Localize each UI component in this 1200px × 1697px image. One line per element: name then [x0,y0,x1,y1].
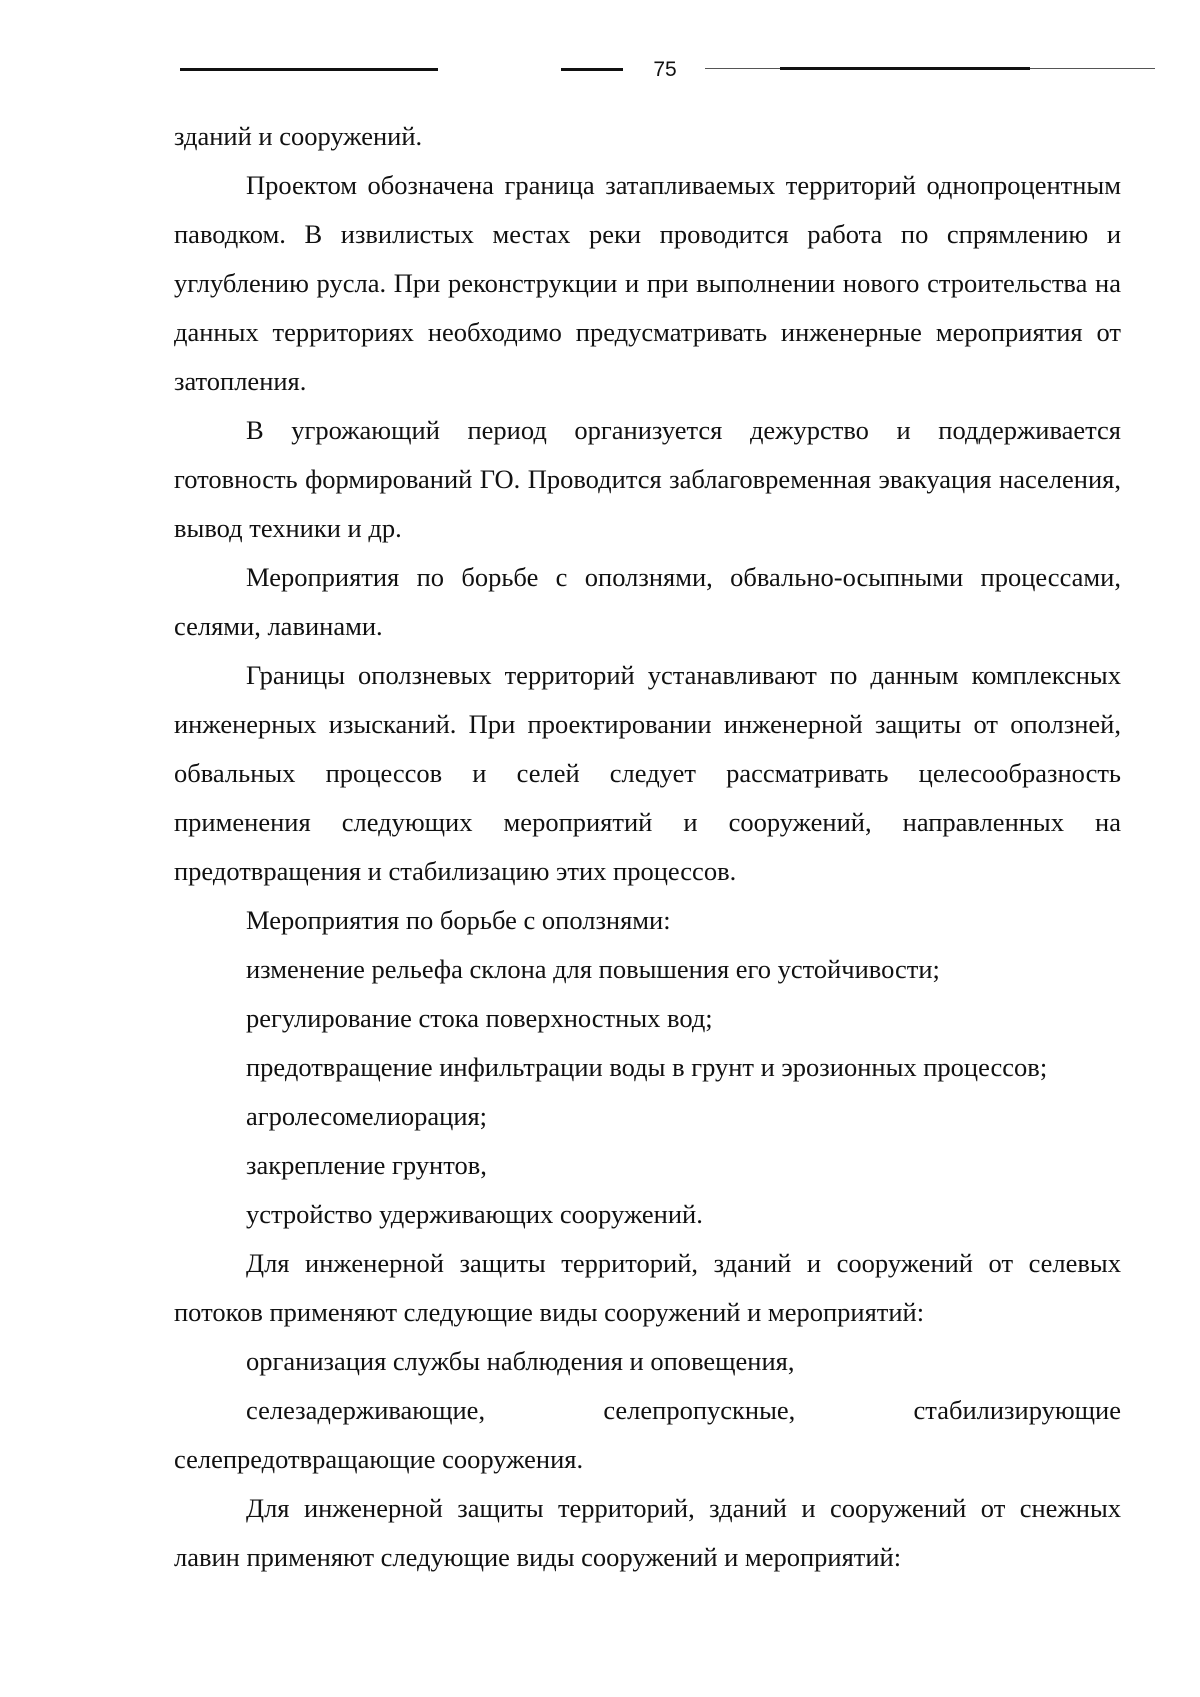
paragraph-landslide-measures-heading: Мероприятия по борьбе с оползнями, обвально-осыпными процессами, селями, лавинами. [174,562,1121,641]
page-body [174,112,1121,1582]
list-item: закрепление грунтов, [246,1150,487,1180]
list-item: селезадерживающие, селепропускные, стабилизирующие селепредотвращающие сооружения. [174,1395,1121,1474]
list-item: организация службы наблюдения и оповещения, [246,1346,795,1376]
list-item: регулирование стока поверхностных вод; [246,1003,713,1033]
list-item: предотвращение инфильтрации воды в грунт и эрозионных процессов; [246,1052,1048,1082]
paragraph-flood-boundary: Проектом обозначена граница затапливаемых территорий однопроцентным паводком. В извилистых местах реки проводится работа по спрямлению и углублению русла. При реконструкции и при выполнении нового строительства на данных территориях необходимо предусматривать инженерные мероприятия от затопления. [174,170,1121,396]
list-item: изменение рельефа склона для повышения его устойчивости; [246,954,940,984]
list-item: устройство удерживающих сооружений. [246,1199,703,1229]
list-heading-landslide: Мероприятия по борьбе с оползнями: [246,905,671,935]
header-rule-middle [561,68,623,71]
list-item: агролесомелиорация; [246,1101,488,1131]
paragraph-avalanche-protection: Для инженерной защиты территорий, зданий и сооружений от снежных лавин применяют следующие виды сооружений и мероприятий: [174,1493,1121,1572]
paragraph-threat-period: В угрожающий период организуется дежурство и поддерживается готовность формирований ГО. Проводится заблаговременная эвакуация населения, вывод техники и др. [174,415,1121,543]
header-rule-right-bold [780,67,1030,70]
header-rule-left [180,68,438,71]
page-header [0,56,1200,86]
paragraph-landslide-boundaries: Границы оползневых территорий устанавливают по данным комплексных инженерных изысканий. При проектировании инженерной защиты от оползней, обвальных процессов и селей следует рассматривать целесообразность применения следующих мероприятий и сооружений, направленных на предотвращения и стабилизацию этих процессов. [174,660,1121,886]
paragraph-mudflow-protection: Для инженерной защиты территорий, зданий и сооружений от селевых потоков применяют следующие виды сооружений и мероприятий: [174,1248,1121,1327]
paragraph-continuation: зданий и сооружений. [174,121,423,151]
page-number: 75 [653,58,677,81]
